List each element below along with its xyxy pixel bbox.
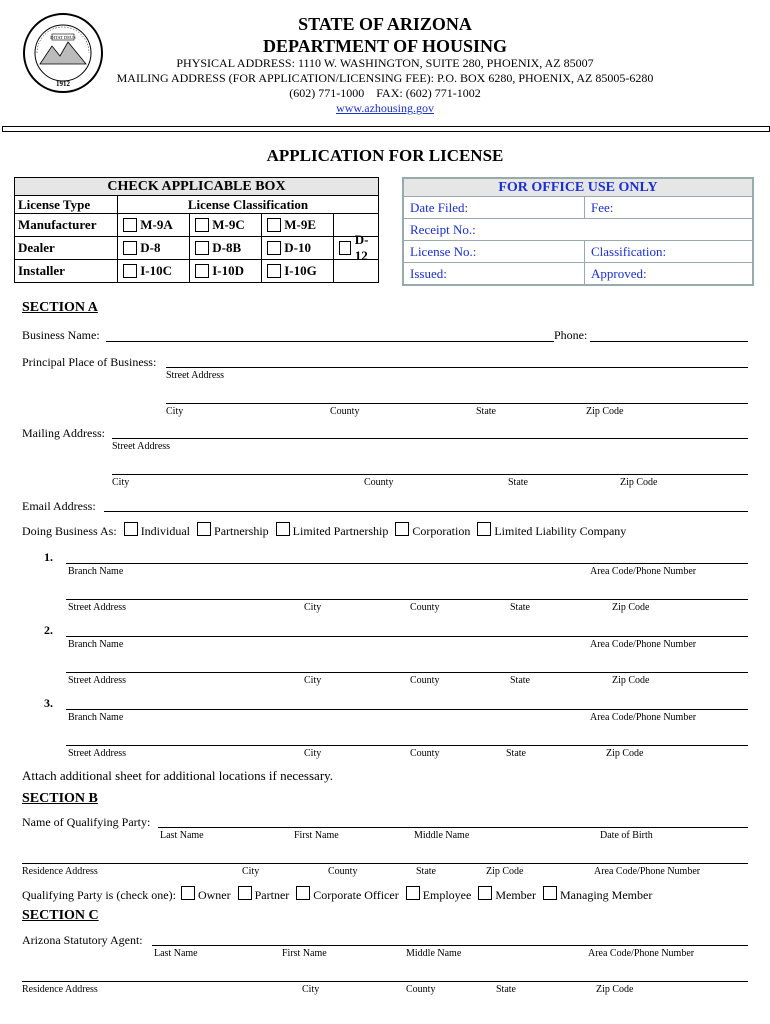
- mailing-street-input[interactable]: [112, 438, 748, 439]
- svg-text:DITAT DEUS: DITAT DEUS: [50, 35, 76, 40]
- business-name-label: Business Name:: [22, 328, 100, 342]
- office-heading: FOR OFFICE USE ONLY: [403, 178, 753, 197]
- branch-number: 3.: [44, 696, 53, 710]
- city-caption: City: [302, 984, 320, 995]
- website-link[interactable]: www.azhousing.gov: [336, 101, 434, 115]
- license-class-header: License Classification: [118, 196, 379, 214]
- zip-caption: Zip Code: [612, 675, 650, 686]
- branch-name-caption: Branch Name: [68, 566, 124, 577]
- checkbox[interactable]: [123, 241, 137, 255]
- svg-text:1912: 1912: [56, 80, 70, 88]
- dob-caption: Date of Birth: [600, 830, 653, 841]
- checkbox-employee[interactable]: [406, 886, 420, 900]
- date-filed-field: Date Filed:: [403, 197, 585, 219]
- street-caption: Street Address: [112, 441, 171, 452]
- mailing-address: MAILING ADDRESS (FOR APPLICATION/LICENSING FEE): P.O. BOX 6280, PHOENIX, AZ 85005-6280: [116, 71, 654, 85]
- agent-residence-input[interactable]: [22, 981, 748, 982]
- street-caption: Street Address: [68, 602, 127, 613]
- checkbox[interactable]: [123, 264, 137, 278]
- issued-field: Issued:: [403, 263, 585, 286]
- checkbox-partner[interactable]: [238, 886, 252, 900]
- checkbox-member[interactable]: [478, 886, 492, 900]
- branch-name-input[interactable]: [66, 709, 748, 710]
- principal-city-input[interactable]: [166, 403, 748, 404]
- email-input[interactable]: [104, 511, 748, 512]
- zip-caption: Zip Code: [486, 866, 524, 877]
- dba-option-label: Partnership: [214, 524, 269, 538]
- email-label: Email Address:: [22, 499, 96, 513]
- state-caption: State: [496, 984, 516, 995]
- classification-field: Classification:: [585, 241, 754, 263]
- checkbox[interactable]: [339, 241, 351, 255]
- department-title: DEPARTMENT OF HOUSING: [262, 36, 508, 56]
- city-caption: City: [166, 406, 184, 417]
- state-caption: State: [508, 477, 528, 488]
- last-name-caption: Last Name: [154, 948, 198, 959]
- license-type-installer: Installer: [15, 260, 118, 283]
- zip-caption: Zip Code: [612, 602, 650, 613]
- license-option[interactable]: D-12: [334, 237, 378, 259]
- middle-name-caption: Middle Name: [406, 948, 462, 959]
- physical-address: PHYSICAL ADDRESS: 1110 W. WASHINGTON, SUITE 280, PHOENIX, AZ 85007: [176, 56, 594, 70]
- license-option[interactable]: I-10G: [262, 260, 334, 282]
- residence-caption: Residence Address: [22, 866, 98, 877]
- county-caption: County: [410, 602, 440, 613]
- residence-input[interactable]: [22, 863, 748, 864]
- branch-number: 1.: [44, 550, 53, 564]
- city-caption: City: [304, 748, 322, 759]
- checkbox-individual[interactable]: [124, 522, 138, 536]
- license-option[interactable]: I-10C: [118, 260, 190, 282]
- branch-address-input[interactable]: [66, 672, 748, 673]
- license-option[interactable]: D-8B: [190, 237, 262, 259]
- checkbox[interactable]: [267, 241, 281, 255]
- checkbox[interactable]: [195, 218, 209, 232]
- residence-caption: Residence Address: [22, 984, 98, 995]
- dba-row: [22, 522, 626, 539]
- dba-option-label: Limited Liability Company: [494, 524, 627, 538]
- branch-name-caption: Branch Name: [68, 639, 124, 650]
- form-title: APPLICATION FOR LICENSE: [266, 146, 504, 165]
- checkbox-managing-member[interactable]: [543, 886, 557, 900]
- qualifying-name-input[interactable]: [158, 827, 748, 828]
- state-caption: State: [416, 866, 436, 877]
- approved-field: Approved:: [585, 263, 754, 286]
- checkbox[interactable]: [267, 264, 281, 278]
- city-caption: City: [242, 866, 260, 877]
- area-phone-caption: Area Code/Phone Number: [588, 948, 695, 959]
- business-name-input[interactable]: [106, 341, 554, 342]
- dba-option-label: Limited Partnership: [292, 524, 389, 538]
- branch-number: 2.: [44, 623, 53, 637]
- zip-caption: Zip Code: [606, 748, 644, 759]
- receipt-field: Receipt No.:: [403, 219, 753, 241]
- zip-caption: Zip Code: [586, 406, 624, 417]
- license-box-heading: CHECK APPLICABLE BOX: [15, 178, 379, 196]
- county-caption: County: [328, 866, 358, 877]
- license-option[interactable]: D-10: [262, 237, 334, 259]
- license-type-manufacturer: Manufacturer: [15, 214, 118, 237]
- dba-option-label: Corporation: [412, 524, 471, 538]
- section-b-title: SECTION B: [22, 791, 98, 806]
- header-divider: [2, 126, 770, 132]
- mailing-city-input[interactable]: [112, 474, 748, 475]
- checkbox-owner[interactable]: [181, 886, 195, 900]
- branch-address-input[interactable]: [66, 599, 748, 600]
- city-caption: City: [304, 602, 322, 613]
- license-option[interactable]: M-9A: [118, 214, 190, 236]
- county-caption: County: [330, 406, 360, 417]
- role-option-label: Member: [495, 888, 536, 902]
- statutory-agent-label: Arizona Statutory Agent:: [22, 933, 143, 947]
- state-caption: State: [476, 406, 496, 417]
- license-type-header: License Type: [15, 196, 118, 214]
- role-option-label: Corporate Officer: [313, 888, 399, 902]
- phone-input[interactable]: [590, 341, 748, 342]
- license-option[interactable]: I-10D: [190, 260, 262, 282]
- state-caption: State: [510, 675, 530, 686]
- city-caption: City: [112, 477, 130, 488]
- last-name-caption: Last Name: [160, 830, 204, 841]
- phone-fax: (602) 771-1000 FAX: (602) 771-1002: [289, 86, 481, 100]
- license-option[interactable]: M-9C: [190, 214, 262, 236]
- license-table: [14, 177, 379, 283]
- zip-caption: Zip Code: [596, 984, 634, 995]
- branch-name-input[interactable]: [66, 636, 748, 637]
- street-caption: Street Address: [68, 675, 127, 686]
- county-caption: County: [410, 748, 440, 759]
- county-caption: County: [410, 675, 440, 686]
- checkbox[interactable]: [195, 264, 209, 278]
- checkbox-llc[interactable]: [477, 522, 491, 536]
- checkbox[interactable]: [267, 218, 281, 232]
- office-use-table: [402, 177, 754, 286]
- area-phone-caption: Area Code/Phone Number: [590, 712, 697, 723]
- branch-name-caption: Branch Name: [68, 712, 124, 723]
- area-phone-caption: Area Code/Phone Number: [590, 566, 697, 577]
- street-caption: Street Address: [68, 748, 127, 759]
- state-caption: State: [506, 748, 526, 759]
- county-caption: County: [406, 984, 436, 995]
- county-caption: County: [364, 477, 394, 488]
- fee-field: Fee:: [585, 197, 754, 219]
- checkbox[interactable]: [195, 241, 209, 255]
- state-caption: State: [510, 602, 530, 613]
- principal-street-input[interactable]: [166, 367, 748, 368]
- area-phone-caption: Area Code/Phone Number: [594, 866, 701, 877]
- phone-label: Phone:: [554, 328, 588, 342]
- agent-name-input[interactable]: [152, 945, 748, 946]
- section-a-title: SECTION A: [22, 300, 98, 315]
- checkbox-partnership[interactable]: [197, 522, 211, 536]
- qualifying-party-label: Name of Qualifying Party:: [22, 815, 151, 829]
- checkbox-corporation[interactable]: [395, 522, 409, 536]
- first-name-caption: First Name: [294, 830, 339, 841]
- middle-name-caption: Middle Name: [414, 830, 470, 841]
- checkbox-corporate-officer[interactable]: [296, 886, 310, 900]
- mailing-address-label: Mailing Address:: [22, 426, 105, 440]
- principal-place-label: Principal Place of Business:: [22, 355, 157, 369]
- branch-address-input[interactable]: [66, 745, 748, 746]
- dba-option-label: Individual: [140, 524, 191, 538]
- license-option[interactable]: D-8: [118, 237, 190, 259]
- checkbox[interactable]: [123, 218, 137, 232]
- zip-caption: Zip Code: [620, 477, 658, 488]
- role-option-label: Managing Member: [560, 888, 653, 902]
- area-phone-caption: Area Code/Phone Number: [590, 639, 697, 650]
- license-no-field: License No.:: [403, 241, 585, 263]
- license-option[interactable]: M-9E: [262, 214, 334, 236]
- dba-label: Doing Business As:: [22, 524, 117, 538]
- checkbox-limited-partnership[interactable]: [276, 522, 290, 536]
- license-type-dealer: Dealer: [15, 237, 118, 260]
- qualifying-role-row: [22, 886, 652, 903]
- city-caption: City: [304, 675, 322, 686]
- branch-name-input[interactable]: [66, 563, 748, 564]
- qualifying-role-label: Qualifying Party is (check one):: [22, 888, 176, 902]
- state-title: STATE OF ARIZONA: [298, 14, 472, 34]
- role-option-label: Partner: [254, 888, 290, 902]
- role-option-label: Owner: [197, 888, 231, 902]
- attach-note: Attach additional sheet for additional locations if necessary.: [22, 768, 334, 783]
- street-caption: Street Address: [166, 370, 225, 381]
- first-name-caption: First Name: [282, 948, 327, 959]
- role-option-label: Employee: [422, 888, 472, 902]
- section-c-title: SECTION C: [22, 908, 99, 923]
